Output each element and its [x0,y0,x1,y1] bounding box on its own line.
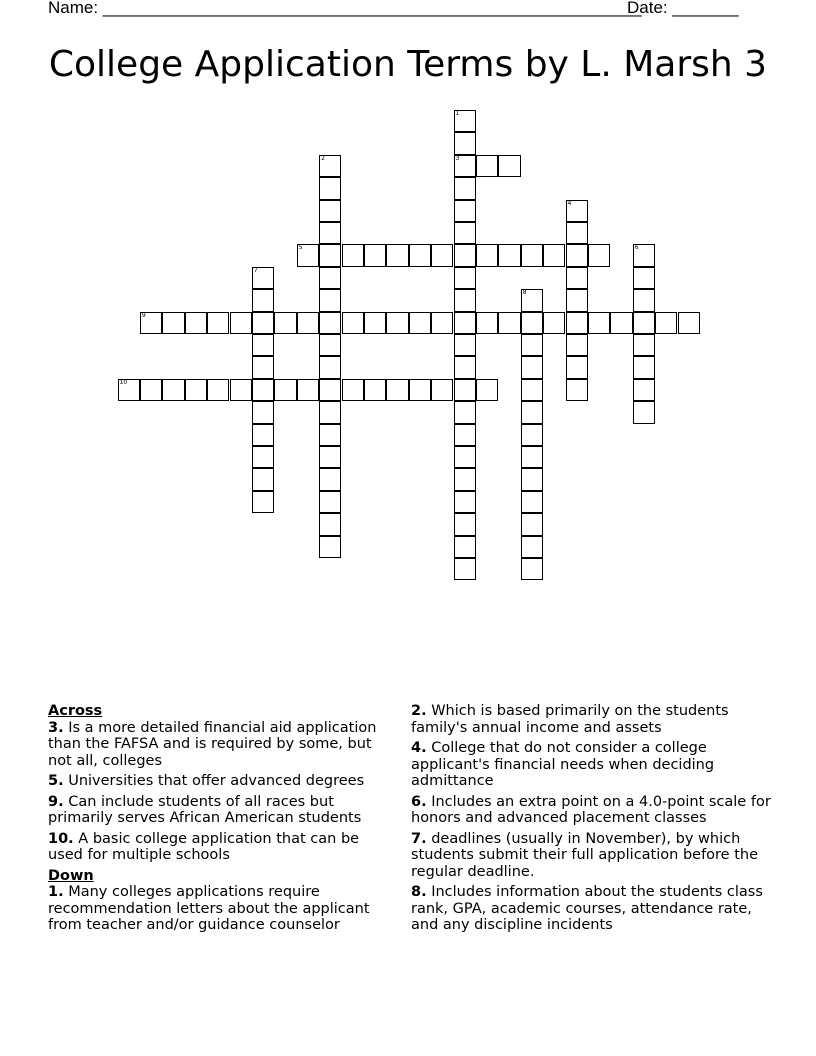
grid-cell[interactable] [319,244,341,266]
grid-cell[interactable] [252,312,274,334]
grid-cell[interactable] [342,379,364,401]
grid-cell[interactable] [454,132,476,154]
grid-cell[interactable] [431,244,453,266]
grid-cell[interactable] [252,379,274,401]
grid-cell[interactable] [274,379,296,401]
grid-cell[interactable] [521,536,543,558]
grid-cell[interactable] [297,312,319,334]
grid-cell[interactable] [252,446,274,468]
grid-cell[interactable] [454,424,476,446]
grid-cell[interactable] [319,401,341,423]
grid-cell[interactable] [319,289,341,311]
grid-cell[interactable] [566,289,588,311]
grid-cell[interactable] [319,446,341,468]
grid-cell[interactable] [454,356,476,378]
clue-number: 9. [48,793,64,810]
clue-text: Includes an extra point on a 4.0-point scale for honors and advanced placement classes [411,793,771,826]
across-heading: Across [48,703,103,719]
grid-cell[interactable] [454,513,476,535]
grid-cell[interactable] [633,312,655,334]
clue-number-label: 8 [522,289,527,297]
grid-cell[interactable] [319,356,341,378]
grid-cell[interactable] [454,312,476,334]
grid-cell[interactable] [454,267,476,289]
grid-cell[interactable] [454,468,476,490]
clue-number: 1. [48,884,64,900]
grid-cell[interactable] [297,244,319,266]
clue-number-label: 5 [298,244,303,252]
grid-cell[interactable] [521,446,543,468]
grid-cell[interactable] [252,401,274,423]
grid-cell[interactable] [386,379,408,401]
grid-cell[interactable] [364,244,386,266]
clue-text: Is a more detailed financial aid application than the FAFSA and is required by some, but not all, colleges [48,719,377,769]
down-heading: Down [48,867,94,884]
grid-cell[interactable] [521,424,543,446]
grid-cell[interactable] [521,558,543,580]
grid-cell[interactable] [252,267,274,289]
grid-cell[interactable] [498,312,520,334]
grid-cell[interactable] [543,312,565,334]
grid-cell[interactable] [566,334,588,356]
grid-cell[interactable] [476,155,498,177]
grid-cell[interactable] [140,312,162,334]
grid-cell[interactable] [655,312,677,334]
grid-cell[interactable] [386,312,408,334]
grid-cell[interactable] [566,222,588,244]
grid-cell[interactable] [521,356,543,378]
grid-cell[interactable] [185,312,207,334]
clue-text: Universities that offer advanced degrees [68,773,365,789]
clue-number: 4. [411,740,427,756]
grid-cell[interactable] [633,356,655,378]
grid-cell[interactable] [319,177,341,199]
grid-cell[interactable] [454,177,476,199]
grid-cell[interactable] [319,513,341,535]
clue-number-label: 9 [141,311,146,319]
grid-cell[interactable] [498,155,520,177]
grid-cell[interactable] [476,379,498,401]
grid-cell[interactable] [521,244,543,266]
clue-number: 2. [411,703,427,719]
clue-down-2 [411,703,771,736]
grid-cell[interactable] [454,110,476,132]
grid-cell[interactable] [521,312,543,334]
grid-cell[interactable] [454,222,476,244]
clue-number-label: 3 [455,154,460,162]
grid-cell[interactable] [342,244,364,266]
grid-cell[interactable] [319,155,341,177]
grid-cell[interactable] [274,312,296,334]
grid-cell[interactable] [118,379,140,401]
clue-across-5 [48,773,398,790]
grid-cell[interactable] [678,312,700,334]
grid-cell[interactable] [566,267,588,289]
clue-number: 7. [411,830,427,847]
clue-down-8 [411,884,771,934]
grid-cell[interactable] [319,379,341,401]
puzzle-title: College Application Terms by L. Marsh 3 [48,44,768,85]
grid-cell[interactable] [566,244,588,266]
grid-cell[interactable] [140,379,162,401]
grid-cell[interactable] [588,312,610,334]
grid-cell[interactable] [252,334,274,356]
grid-cell[interactable] [319,424,341,446]
clue-across-3 [48,720,398,770]
grid-cell[interactable] [454,244,476,266]
grid-cell[interactable] [431,379,453,401]
grid-cell[interactable] [409,312,431,334]
grid-cell[interactable] [566,312,588,334]
grid-cell[interactable] [454,491,476,513]
clue-number-label: 6 [634,244,639,252]
clue-across-10 [48,831,398,864]
grid-cell[interactable] [252,424,274,446]
grid-cell[interactable] [162,312,184,334]
grid-cell[interactable] [521,289,543,311]
clue-down-1 [48,884,398,934]
grid-cell[interactable] [454,155,476,177]
grid-cell[interactable] [342,312,364,334]
grid-cell[interactable] [297,379,319,401]
clue-number-label: 2 [321,154,325,162]
grid-cell[interactable] [521,491,543,513]
grid-cell[interactable] [454,446,476,468]
grid-cell[interactable] [252,356,274,378]
grid-cell[interactable] [454,200,476,222]
clue-text: deadlines (usually in November), by which students submit their full application before the regular deadline. [411,830,759,880]
clue-text: Which is based primarily on the students family's annual income and assets [411,703,729,736]
clue-across-9 [48,794,398,827]
grid-cell[interactable] [230,312,252,334]
grid-cell[interactable] [252,491,274,513]
grid-cell[interactable] [498,244,520,266]
grid-cell[interactable] [633,334,655,356]
grid-cell[interactable] [521,513,543,535]
clue-number: 10. [48,830,74,847]
grid-cell[interactable] [207,379,229,401]
grid-cell[interactable] [566,356,588,378]
grid-cell[interactable] [162,379,184,401]
grid-cell[interactable] [633,401,655,423]
grid-cell[interactable] [610,312,632,334]
name-field: Name: _________________________________________________________ [48,0,642,17]
clues-left-column [48,703,398,938]
grid-cell[interactable] [319,334,341,356]
grid-cell[interactable] [633,244,655,266]
grid-cell[interactable] [521,379,543,401]
grid-cell[interactable] [319,491,341,513]
grid-cell[interactable] [521,334,543,356]
clues-right-column [411,703,771,938]
grid-cell[interactable] [364,379,386,401]
grid-cell[interactable] [252,289,274,311]
grid-cell[interactable] [230,379,252,401]
grid-cell[interactable] [319,267,341,289]
grid-cell[interactable] [521,468,543,490]
grid-cell[interactable] [386,244,408,266]
grid-cell[interactable] [319,536,341,558]
grid-cell[interactable] [633,289,655,311]
grid-cell[interactable] [319,200,341,222]
grid-cell[interactable] [633,379,655,401]
grid-cell[interactable] [454,379,476,401]
grid-cell[interactable] [476,312,498,334]
grid-cell[interactable] [409,244,431,266]
grid-cell[interactable] [207,312,229,334]
grid-cell[interactable] [252,468,274,490]
clue-down-4 [411,740,771,790]
grid-cell[interactable] [431,312,453,334]
date-field: Date: _______ [627,0,739,17]
clue-text: Includes information about the students class rank, GPA, academic courses, attendance rate, and any discipline incidents [411,884,763,933]
clue-number-label: 4 [567,199,572,207]
grid-cell[interactable] [454,289,476,311]
clue-number: 8. [411,884,427,900]
grid-cell[interactable] [454,558,476,580]
clue-text: A basic college application that can be used for multiple schools [48,830,360,863]
clue-number: 3. [48,719,64,736]
grid-cell[interactable] [476,244,498,266]
clue-number: 5. [48,773,64,789]
clue-number-label: 1 [455,110,460,117]
grid-cell[interactable] [409,379,431,401]
grid-cell[interactable] [633,267,655,289]
grid-cell[interactable] [566,200,588,222]
clue-text: Many colleges applications require recommendation letters about the applicant from teacher and/or guidance counselor [48,884,370,933]
grid-cell[interactable] [521,401,543,423]
grid-cell[interactable] [566,379,588,401]
grid-cell[interactable] [319,222,341,244]
clue-number: 6. [411,793,427,810]
grid-cell[interactable] [364,312,386,334]
clue-text: Can include students of all races but primarily serves African American students [48,793,362,826]
grid-cell[interactable] [454,401,476,423]
grid-cell[interactable] [454,334,476,356]
grid-cell[interactable] [588,244,610,266]
grid-cell[interactable] [185,379,207,401]
clue-text: College that do not consider a college applicant's financial needs when deciding admittance [411,740,715,789]
grid-cell[interactable] [319,468,341,490]
grid-cell[interactable] [319,312,341,334]
clue-down-7 [411,831,771,881]
clue-number-label: 7 [253,266,258,274]
grid-cell[interactable] [454,536,476,558]
clue-number-label: 10 [119,378,128,386]
grid-cell[interactable] [543,244,565,266]
clue-down-6 [411,794,771,827]
